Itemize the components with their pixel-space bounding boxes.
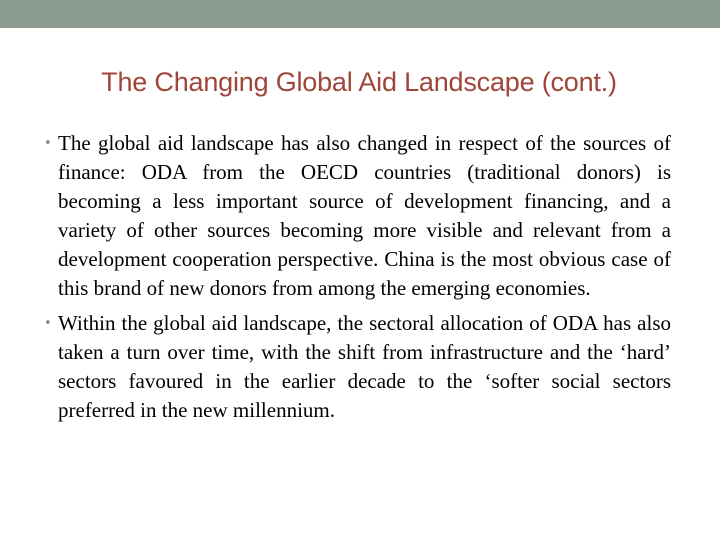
bullet-text: The global aid landscape has also changed in respect of the sources of finance: ODA from the OECD countries (traditional donors) is becoming a less important source of development financing, and a variety of other sources becoming more visible and relevant from a development cooperation perspective. China is the most obvious case of this brand of new donors from among the emerging economies. [58,131,671,300]
bullet-dot-icon: • [44,316,52,331]
slide-title-text: The Changing Global Aid Landscape (cont.) [101,67,617,97]
bullet-item [44,129,671,303]
slide-title [0,64,720,100]
bullet-item [44,309,671,425]
bullet-list [44,129,671,431]
bullet-text: Within the global aid landscape, the sectoral allocation of ODA has also taken a turn over time, with the shift from infrastructure and the ‘hard’ sectors favoured in the earlier decade to the ‘softer social sectors preferred in the new millennium. [58,311,671,422]
top-accent-bar [0,0,720,28]
bullet-dot-icon: • [44,136,52,151]
